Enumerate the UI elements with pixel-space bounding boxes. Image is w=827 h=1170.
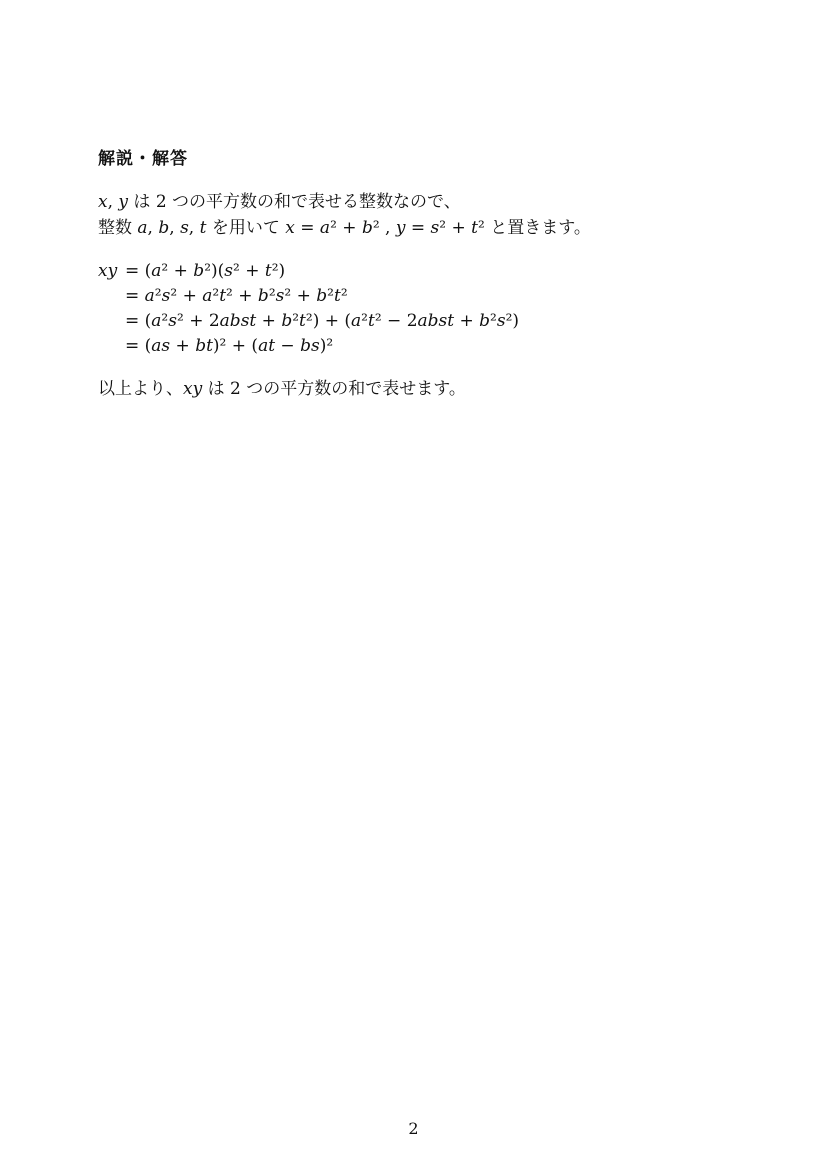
- equation-rhs: = (a² + b²)(s² + t²): [125, 261, 286, 281]
- equation-derivation-block: [98, 261, 519, 361]
- section-heading: 解説・解答: [98, 149, 188, 169]
- conclusion-line: 以上より、xy は 2 つの平方数の和で表せます。: [98, 379, 466, 399]
- equation-line: [98, 286, 519, 311]
- equation-line: [98, 261, 519, 286]
- equation-rhs: = a²s² + a²t² + b²s² + b²t²: [125, 286, 348, 306]
- equation-line: [98, 336, 519, 361]
- equation-line: [98, 311, 519, 336]
- paragraph-line-1: x, y は 2 つの平方数の和で表せる整数なので、: [98, 192, 461, 212]
- equation-lhs: xy: [98, 261, 118, 281]
- equation-rhs: = (as + bt)² + (at − bs)²: [125, 336, 334, 356]
- paragraph-line-2: 整数 a, b, s, t を用いて x = a² + b² , y = s² + t² と置きます。: [98, 218, 591, 238]
- page-number: 2: [408, 1119, 419, 1138]
- equation-rhs: = (a²s² + 2abst + b²t²) + (a²t² − 2abst + b²s²): [125, 311, 520, 331]
